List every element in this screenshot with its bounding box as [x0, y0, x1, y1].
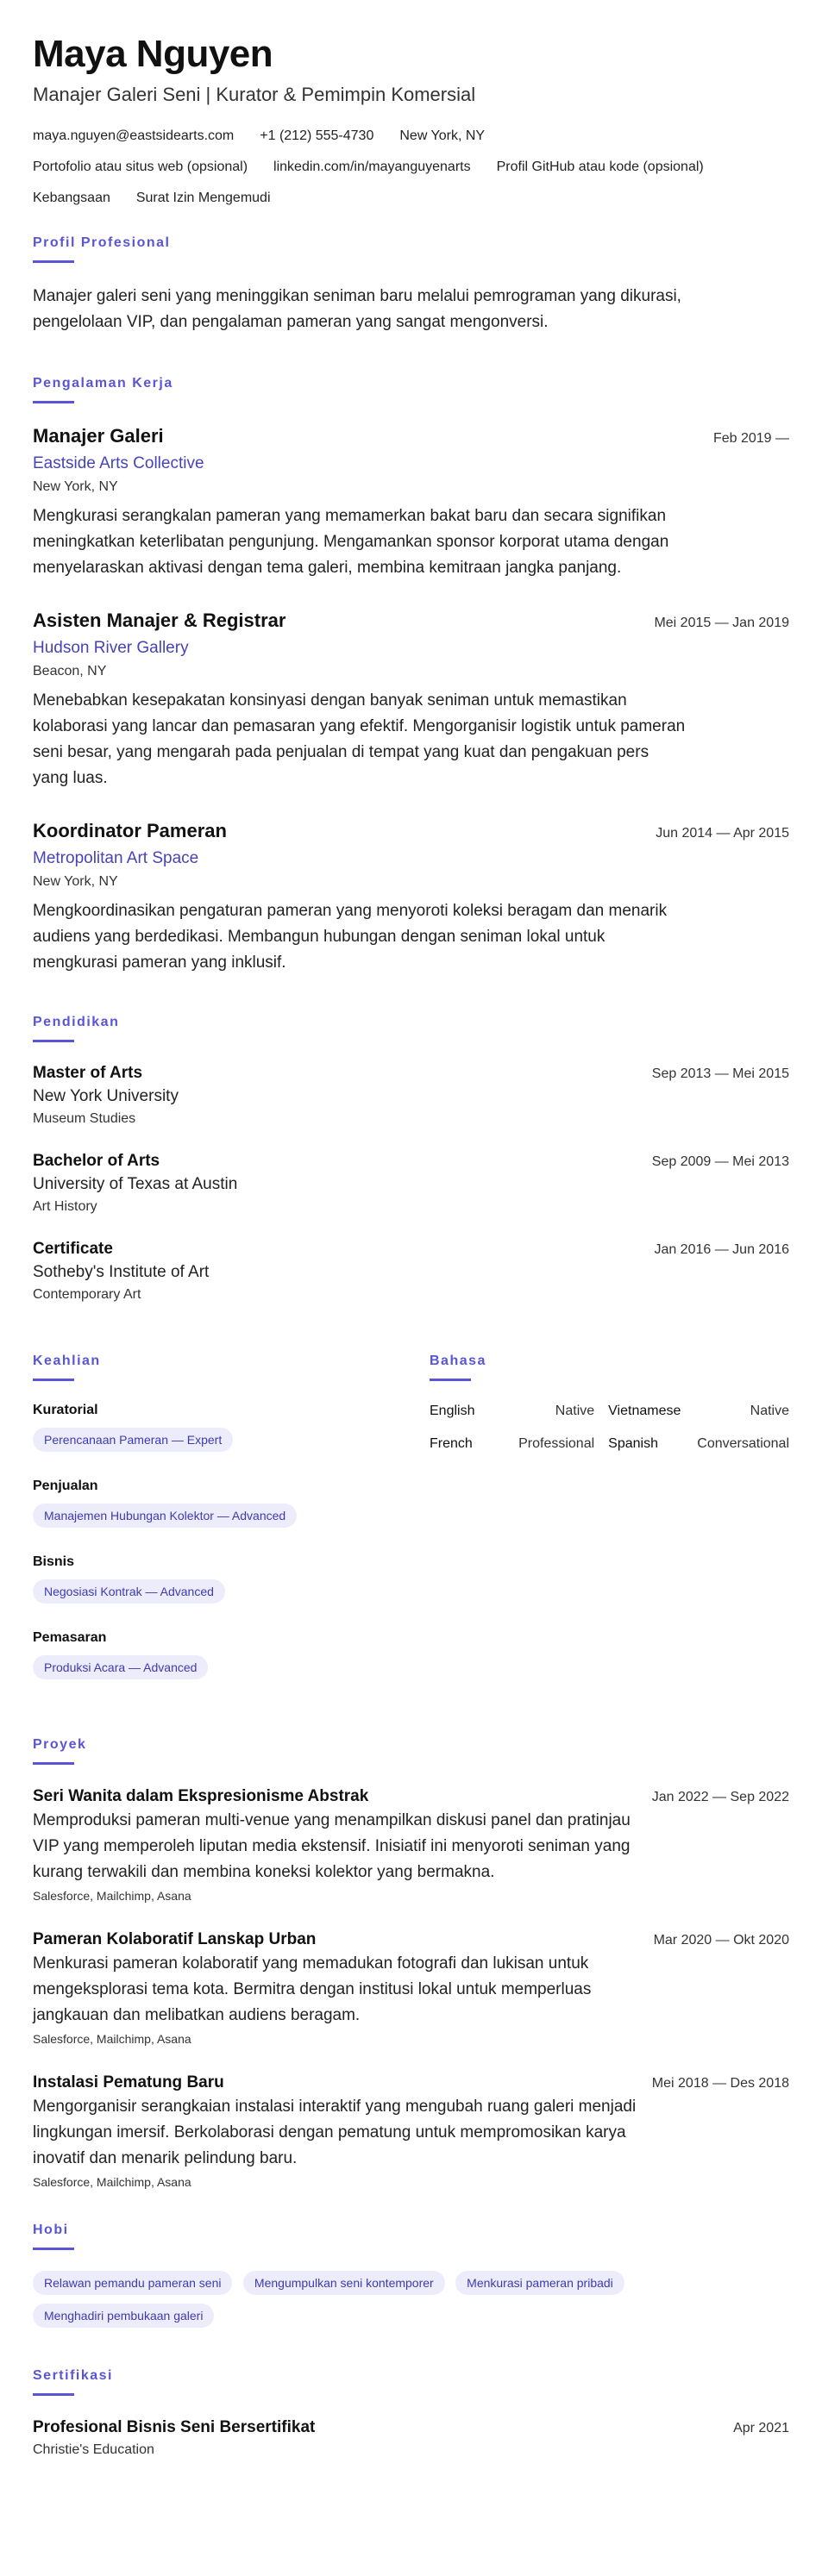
job-description: Menebabkan kesepakatan konsinyasi dengan banyak seniman untuk memastikan kolaborasi yang lancar dan pemasaran yang efektif. Mengorganisir logistik untuk pameran seni besar, yang mengarah pada penjualan di tempat yang kuat dan pengakuan pers yang luas. [33, 691, 686, 787]
project-title: Pameran Kolaboratif Lanskap Urban [33, 1930, 317, 1948]
job-company: Eastside Arts Collective [33, 454, 204, 472]
education-degree: Master of Arts [33, 1064, 143, 1082]
candidate-headline: Manajer Galeri Seni | Kurator & Pemimpin Komersial [33, 84, 476, 105]
education-school: New York University [33, 1087, 179, 1105]
section-title-languages: Bahasa [430, 1354, 486, 1368]
job-entry [33, 819, 789, 976]
project-entry [33, 2072, 789, 2191]
hobby-list [33, 2271, 775, 2336]
language-name: Vietnamese [608, 1404, 681, 1418]
skill-pill: Manajemen Hubungan Kolektor — Advanced [33, 1504, 297, 1528]
phone-text[interactable]: +1 (212) 555-4730 [260, 128, 374, 143]
section-title-certifications: Sertifikasi [33, 2368, 113, 2383]
project-tools: Salesforce, Mailchimp, Asana [33, 2032, 191, 2046]
education-field: Museum Studies [33, 1111, 136, 1126]
skill-pill: Perencanaan Pameran — Expert [33, 1428, 233, 1452]
project-entry [33, 1929, 789, 2048]
github-text[interactable]: Profil GitHub atau kode (opsional) [496, 159, 704, 174]
project-date: Jan 2022 — Sep 2022 [651, 1790, 789, 1804]
language-name: English [430, 1404, 475, 1418]
section-title-education: Pendidikan [33, 1015, 120, 1029]
skill-pill: Produksi Acara — Advanced [33, 1655, 208, 1679]
job-date: Feb 2019 — [712, 431, 789, 446]
skills-languages-row [33, 1327, 789, 1705]
job-company: Metropolitan Art Space [33, 849, 199, 867]
section-divider [33, 2393, 74, 2396]
language-level: Conversational [697, 1436, 789, 1451]
job-location: New York, NY [33, 479, 118, 494]
education-field: Contemporary Art [33, 1287, 141, 1302]
skill-category: Bisnis [33, 1554, 75, 1569]
project-date: Mei 2018 — Des 2018 [651, 2076, 789, 2091]
portfolio-text[interactable]: Portofolio atau situs web (opsional) [33, 159, 248, 174]
education-degree: Certificate [33, 1240, 113, 1258]
project-description: Mengorganisir serangkaian instalasi interaktif yang mengubah ruang galeri menjadi lingkungan imersif. Berkolaborasi dengan pematung untuk mempromosikan karya inovatif dan menarik pelindung baru. [33, 2098, 637, 2167]
job-description: Mengkoordinasikan pengaturan pameran yang menyoroti koleksi beragam dan menarik audiens yang berdedikasi. Membangun hubungan dengan seniman lokal untuk mengkurasi pameran yang inklusif. [33, 902, 668, 972]
education-entry [33, 1151, 789, 1216]
project-tools: Salesforce, Mailchimp, Asana [33, 2175, 191, 2189]
job-company: Hudson River Gallery [33, 639, 189, 657]
job-title: Asisten Manajer & Registrar [33, 610, 286, 631]
section-divider [33, 2248, 74, 2250]
section-divider [33, 401, 74, 403]
section-divider [33, 1379, 74, 1381]
section-divider [33, 260, 74, 263]
job-entry [33, 424, 789, 581]
language-name: Spanish [608, 1436, 658, 1451]
skill-group [33, 1402, 430, 1460]
skill-category: Penjualan [33, 1479, 98, 1493]
certification-date: Apr 2021 [733, 2421, 789, 2435]
contact-row [33, 188, 789, 209]
language-level: Professional [518, 1436, 595, 1451]
section-divider [430, 1379, 471, 1381]
contact-row [33, 157, 789, 178]
languages-column [430, 1327, 789, 1705]
section-title-projects: Proyek [33, 1737, 87, 1752]
education-entry [33, 1063, 789, 1129]
project-date: Mar 2020 — Okt 2020 [653, 1933, 789, 1948]
education-degree: Bachelor of Arts [33, 1152, 160, 1170]
project-description: Memproduksi pameran multi-venue yang menampilkan diskusi panel dan pratinjau VIP yang memperoleh liputan media ekstensif. Inisiatif ini menyoroti seniman yang kurang terwakili dan membina koneksi kolektor yang bermakna. [33, 1811, 631, 1881]
hobby-pill: Mengumpulkan seni kontemporer [243, 2271, 445, 2295]
education-field: Art History [33, 1199, 97, 1214]
skill-group [33, 1629, 430, 1688]
project-description: Menkurasi pameran kolaboratif yang memadukan fotografi dan lukisan untuk mengeksplorasi tema kota. Bermitra dengan institusi lokal untuk memperluas jangkauan dan melibatkan audiens beragam. [33, 1954, 592, 2024]
project-title: Instalasi Pematung Baru [33, 2073, 224, 2091]
job-description: Mengkurasi serangkalan pameran yang memamerkan bakat baru dan secara signifikan meningkatkan keterlibatan pengunjung. Mengamankan sponsor korporat utama dengan menyelaraskan aktivasi dengan tema galeri, membina kemitraan jangka panjang. [33, 507, 669, 577]
section-divider [33, 1040, 74, 1042]
education-entry [33, 1239, 789, 1304]
candidate-name: Maya Nguyen [33, 33, 273, 75]
project-tools: Salesforce, Mailchimp, Asana [33, 1889, 191, 1903]
skill-category: Kuratorial [33, 1403, 98, 1417]
skills-column [33, 1327, 430, 1705]
skill-category: Pemasaran [33, 1630, 107, 1645]
location-text: New York, NY [399, 128, 486, 143]
certification-title: Profesional Bisnis Seni Bersertifikat [33, 2418, 316, 2436]
education-date: Jan 2016 — Jun 2016 [654, 1242, 789, 1257]
email-text[interactable]: maya.nguyen@eastsidearts.com [33, 128, 235, 143]
language-name: French [430, 1436, 473, 1451]
job-location: New York, NY [33, 874, 118, 889]
hobby-pill: Menghadiri pembukaan galeri [33, 2304, 214, 2328]
section-title-profile: Profil Profesional [33, 235, 171, 250]
section-title-skills: Keahlian [33, 1354, 101, 1368]
job-date: Jun 2014 — Apr 2015 [656, 826, 789, 841]
project-title: Seri Wanita dalam Ekspresionisme Abstrak [33, 1787, 369, 1805]
languages-grid [430, 1402, 789, 1454]
job-location: Beacon, NY [33, 664, 107, 678]
language-level: Native [750, 1404, 789, 1418]
section-title-experience: Pengalaman Kerja [33, 376, 173, 391]
skill-pill: Negosiasi Kontrak — Advanced [33, 1579, 225, 1604]
nationality-text: Kebangsaan [33, 191, 110, 205]
job-title: Koordinator Pameran [33, 820, 227, 841]
certification-entry [33, 2417, 789, 2460]
section-title-hobbies: Hobi [33, 2223, 69, 2237]
education-school: Sotheby's Institute of Art [33, 1263, 210, 1281]
section-divider [33, 1762, 74, 1765]
language-level: Native [555, 1404, 595, 1418]
contact-block [33, 126, 789, 209]
hobby-pill: Relawan pemandu pameran seni [33, 2271, 232, 2295]
skill-group [33, 1478, 430, 1536]
profile-summary: Manajer galeri seni yang meninggikan seniman baru melalui pemrograman yang dikurasi, pengelolaan VIP, dan pengalaman pameran yang sangat mengonversi. [33, 287, 681, 331]
skill-group [33, 1554, 430, 1612]
linkedin-link[interactable]: linkedin.com/in/mayanguyenarts [273, 159, 471, 174]
certification-issuer: Christie's Education [33, 2442, 154, 2457]
education-school: University of Texas at Austin [33, 1175, 238, 1193]
job-date: Mei 2015 — Jan 2019 [654, 616, 789, 630]
education-date: Sep 2009 — Mei 2013 [651, 1154, 789, 1169]
job-title: Manajer Galeri [33, 425, 164, 447]
drivers-license-text: Surat Izin Mengemudi [135, 191, 271, 205]
project-entry [33, 1785, 789, 1904]
job-entry [33, 609, 789, 791]
contact-row [33, 126, 789, 147]
hobby-pill: Menkurasi pameran pribadi [455, 2271, 624, 2295]
education-date: Sep 2013 — Mei 2015 [651, 1066, 789, 1081]
